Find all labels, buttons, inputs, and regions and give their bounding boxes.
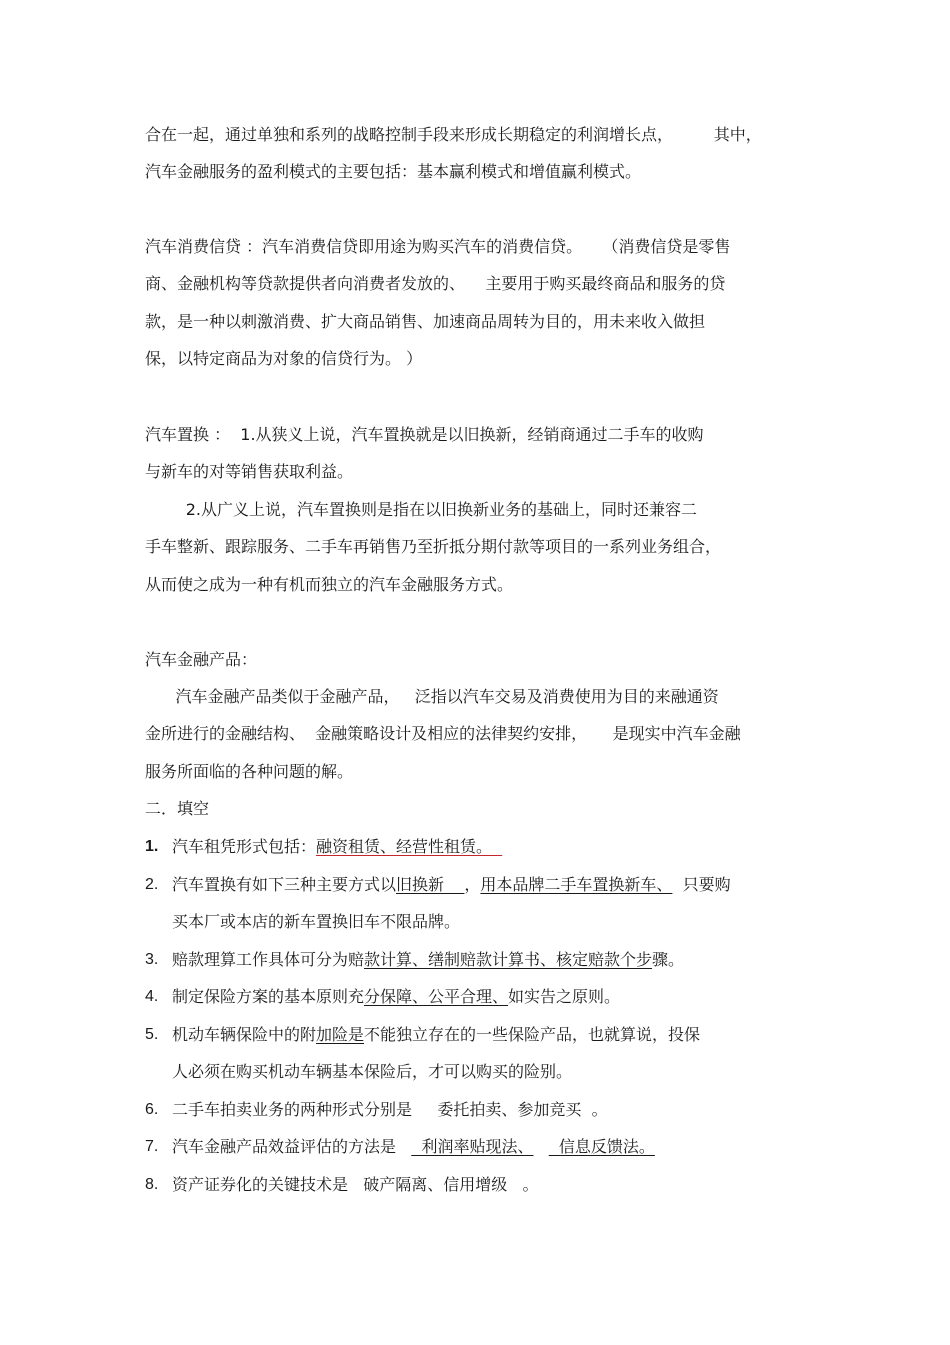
item-text: 二手车拍卖业务的两种形式分别是 委托拍卖、参加竞买 。 xyxy=(172,1100,608,1119)
item-number: 2. xyxy=(145,876,159,893)
answer-blank: 加险是 xyxy=(316,1025,365,1044)
item-number: 3. xyxy=(145,951,159,968)
item-number: 4. xyxy=(145,988,159,1005)
item-text: 机动车辆保险中的附加险是不能独立存在的一些保险产品，也就算说，投保 xyxy=(172,1025,701,1044)
text-line: 汽车金融产品： xyxy=(145,650,258,669)
item-number: 1. xyxy=(145,838,159,855)
text-line: 款，是一种以刺激消费、扩大商品销售、加速商品周转为目的，用未来收入做担 xyxy=(145,312,706,331)
item-text: 汽车金融产品效益评估的方法是 利润率贴现法、 信息反馈法。 xyxy=(172,1137,655,1156)
text-line: 汽车置换 ： 1.从狭义上说，汽车置换就是以旧换新，经销商通过二手车的收购 xyxy=(145,425,704,444)
text-line: 手车整新、跟踪服务、二手车再销售乃至折抵分期付款等项目的一系列业务组合， xyxy=(145,537,722,556)
text-line: 金所进行的金融结构、 金融策略设计及相应的法律契约安排， 是现实中汽车金融 xyxy=(145,724,741,743)
item-text: 资产证券化的关键技术是 破产隔离、信用增级 。 xyxy=(172,1175,539,1194)
answer-blank: 信息反馈法。 xyxy=(548,1137,655,1156)
item-text-continued: 买本厂或本店的新车置换旧车不限品牌。 xyxy=(172,912,461,931)
answer-blank: 融资租赁、经营性租赁。 xyxy=(316,837,503,856)
item-text: 赔款理算工作具体可分为赔款计算、缮制赔款计算书、核定赔款个步骤。 xyxy=(172,950,685,969)
item-number: 5. xyxy=(145,1026,159,1043)
answer-blank: 分保障、公平合理、 xyxy=(364,987,509,1006)
answer-blank: 用本品牌二手车置换新车、 xyxy=(480,875,673,894)
text-line: 2.从广义上说，汽车置换则是指在以旧换新业务的基础上，同时还兼容二 xyxy=(145,500,697,519)
text-line: 商、金融机构等贷款提供者向消费者发放的、 主要用于购买最终商品和服务的贷 xyxy=(145,274,726,293)
item-text-continued: 人必须在购买机动车辆基本保险后，才可以购买的险别。 xyxy=(172,1062,573,1081)
item-text: 制定保险方案的基本原则充分保障、公平合理、如实告之原则。 xyxy=(172,987,621,1006)
item-number: 7. xyxy=(145,1138,159,1155)
item-text: 汽车置换有如下三种主要方式以旧换新 ，用本品牌二手车置换新车、 只要购 xyxy=(172,875,731,894)
item-number: 6. xyxy=(145,1101,159,1118)
text-line: 汽车金融服务的盈利模式的主要包括：基本赢利模式和增值赢利模式。 xyxy=(145,162,642,181)
text-line: 合在一起，通过单独和系列的战略控制手段来形成长期稳定的利润增长点， 其中， xyxy=(145,125,762,144)
text-line: 服务所面临的各种问题的解。 xyxy=(145,762,354,781)
text-line: 与新车的对等销售获取利益。 xyxy=(145,462,354,481)
text-line: 从而使之成为一种有机而独立的汽车金融服务方式。 xyxy=(145,575,514,594)
text-line: 汽车金融产品类似于金融产品， 泛指以汽车交易及消费使用为目的来融通资 xyxy=(145,687,719,706)
answer-blank: 旧换新 xyxy=(396,875,465,894)
answer-blank: 款计算、缮制赔款计算书、核定赔款个步 xyxy=(364,950,653,969)
item-number: 8. xyxy=(145,1176,159,1193)
text-line: 保，以特定商品为对象的信贷行为。 ） xyxy=(145,349,423,368)
item-text: 汽车租凭形式包括：融资租赁、经营性租赁。 xyxy=(172,837,503,856)
section-heading: 二．填空 xyxy=(145,799,210,818)
answer-blank: 利润率贴现法、 xyxy=(411,1137,534,1156)
text-line: 汽车消费信贷 ：汽车消费信贷即用途为购买汽车的消费信贷。 （消费信贷是零售 xyxy=(145,237,731,256)
